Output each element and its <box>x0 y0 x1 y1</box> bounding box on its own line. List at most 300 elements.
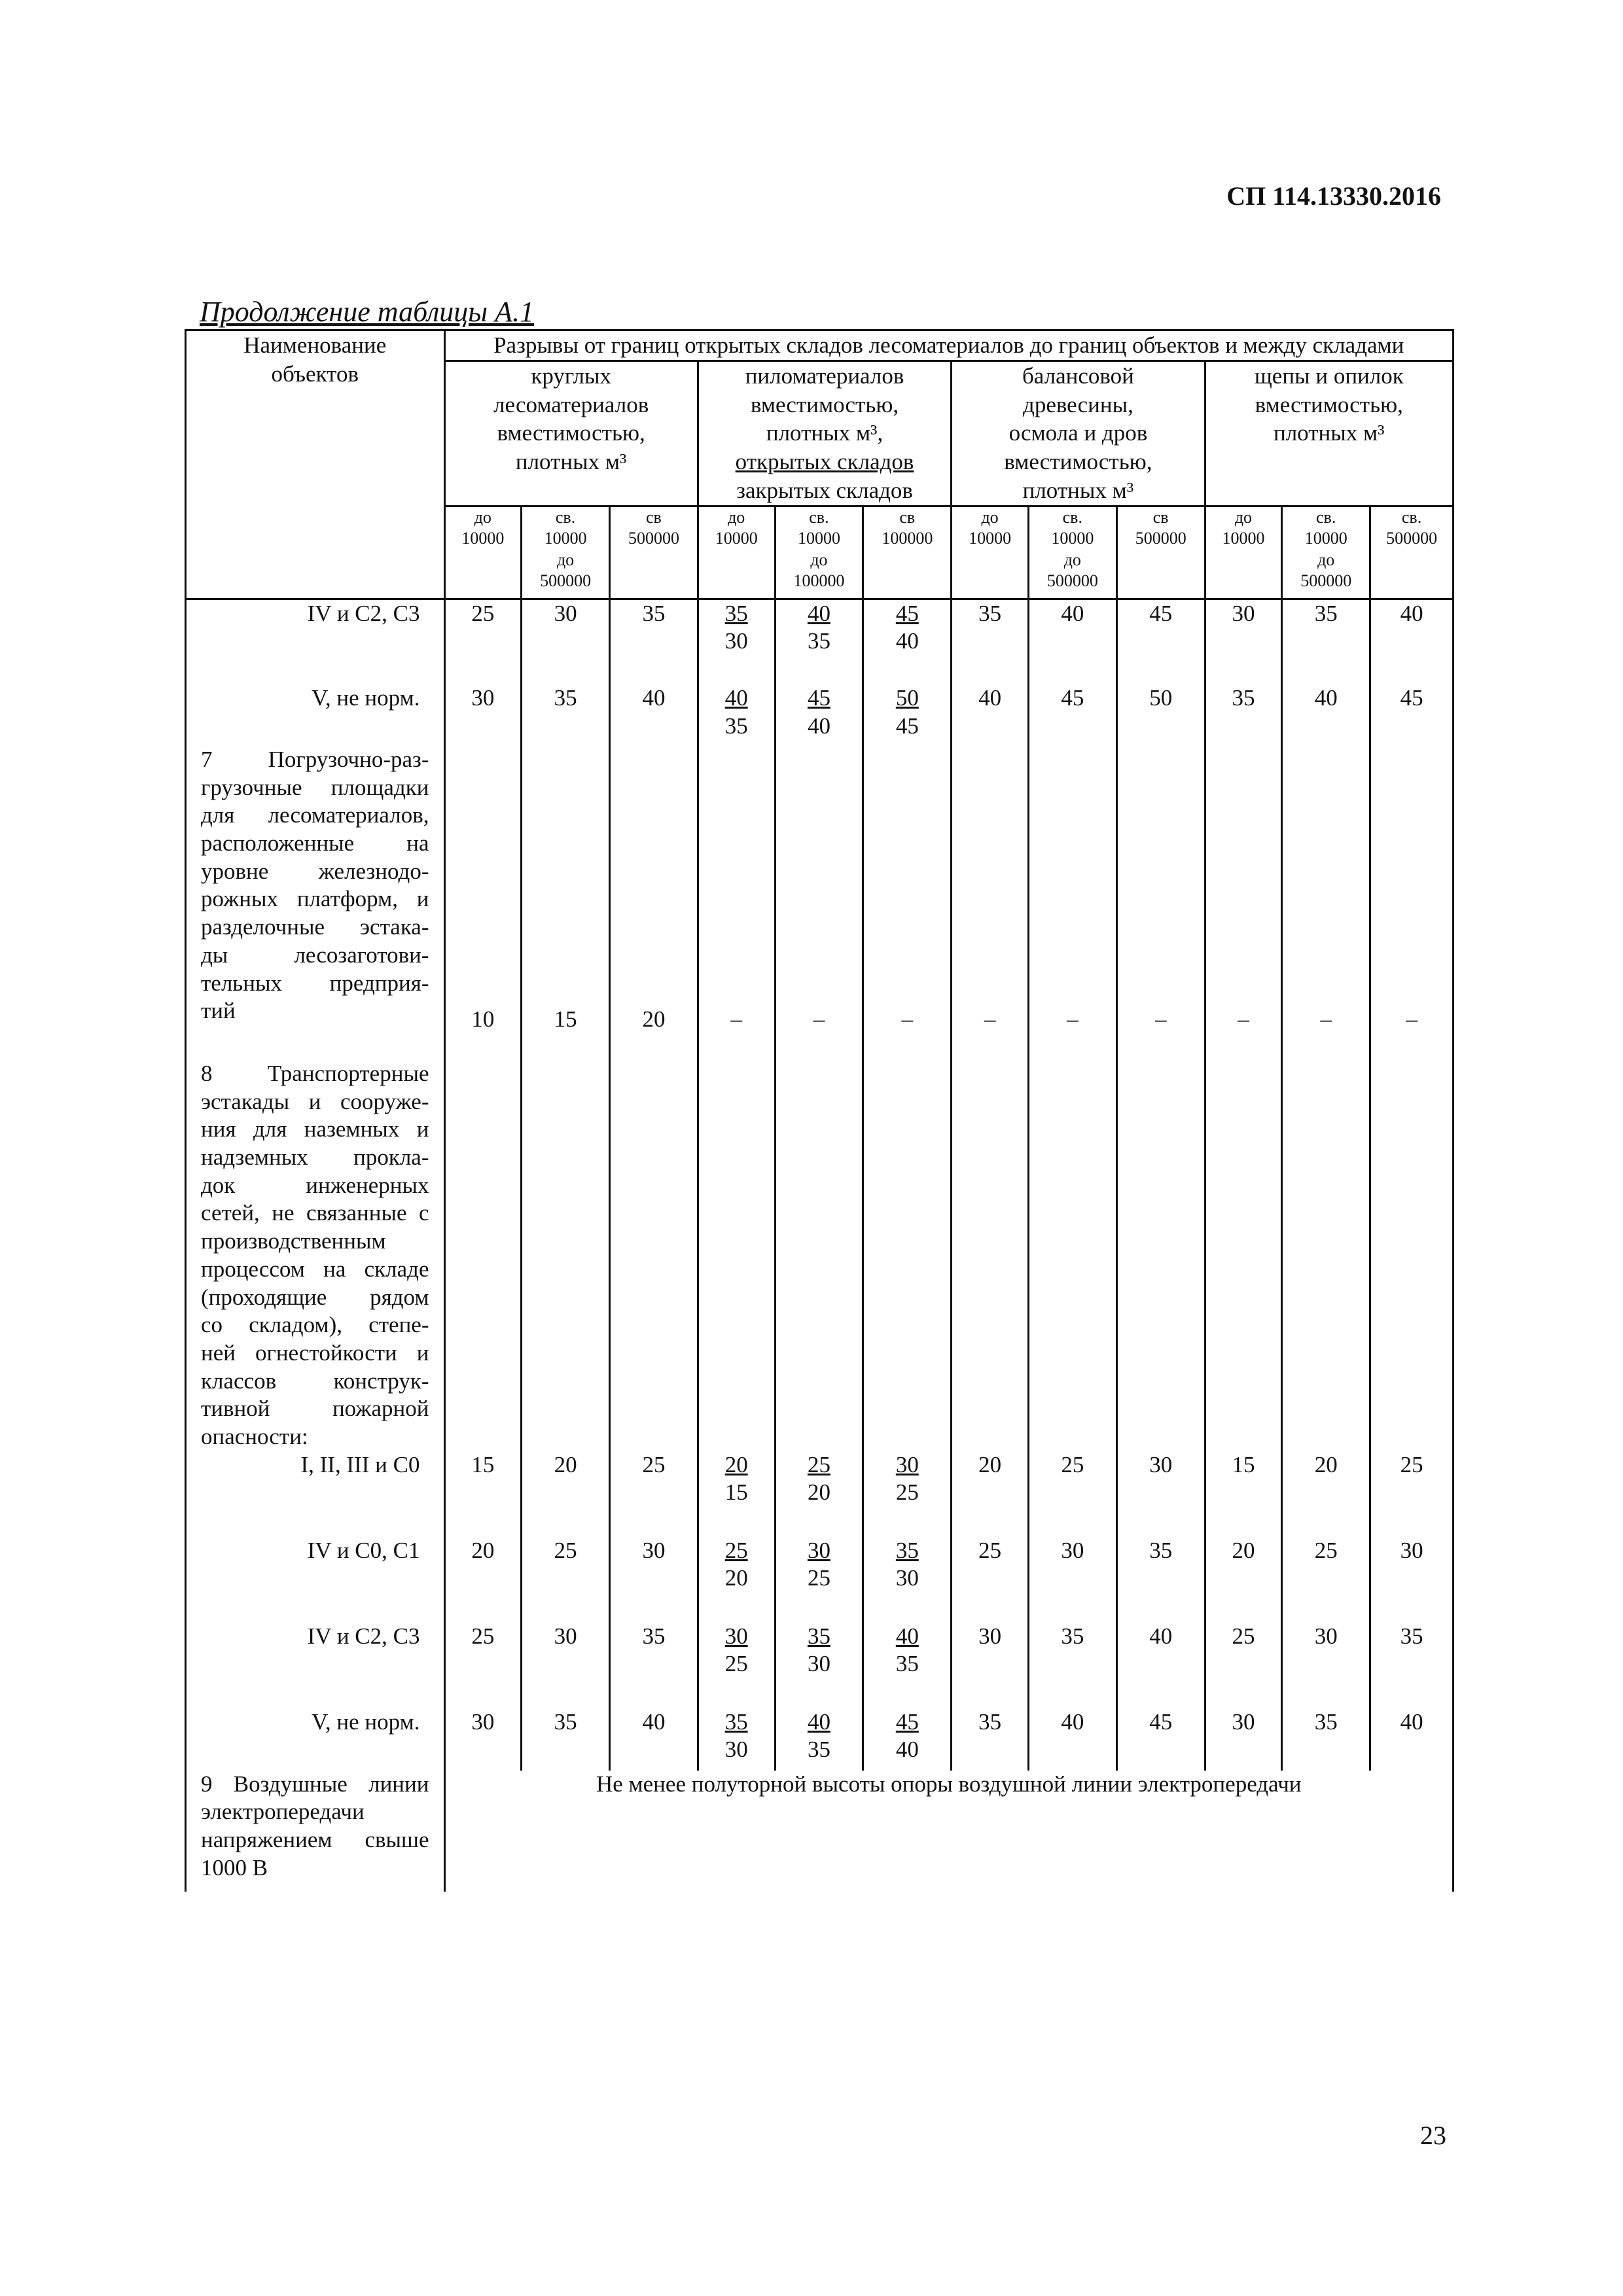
value-cell <box>444 1451 522 1537</box>
value-cell <box>863 1060 952 1451</box>
row-name: IV и С2, С3 <box>186 1623 445 1708</box>
table-caption: Продолжение таблицы А.1 <box>200 296 534 328</box>
capacity-subheader-line: св <box>1152 507 1169 527</box>
value-cell <box>1205 746 1282 1060</box>
value-cell <box>1370 1451 1454 1537</box>
closed-storage-value: 35 <box>724 713 748 739</box>
category-header-line: плотных м³ <box>1022 477 1134 503</box>
value-cell <box>444 599 522 684</box>
value-cell <box>775 1060 863 1451</box>
capacity-subheader-line: до <box>474 507 491 527</box>
distance-table <box>185 329 1454 1892</box>
value-cell <box>444 684 522 746</box>
capacity-subheader-line: 10000 <box>797 529 840 548</box>
value-cell <box>444 1537 522 1623</box>
capacity-subheader <box>698 506 775 599</box>
value-cell <box>863 1623 952 1708</box>
category-header-line: осмола и дров <box>1008 420 1148 446</box>
capacity-subheader-line: 10000 <box>461 529 505 548</box>
cell-value: 25 <box>1061 1451 1084 1477</box>
closed-storage-value: 30 <box>724 628 748 654</box>
value-cell <box>1282 1623 1370 1708</box>
capacity-subheader-line: св. <box>1062 507 1082 527</box>
category-header <box>952 361 1205 506</box>
value-cell <box>1282 684 1370 746</box>
category-header-line: вместимостью, <box>1004 449 1152 474</box>
value-cell <box>1205 684 1282 746</box>
capacity-subheader-line: до <box>1234 507 1253 527</box>
capacity-subheader-line: св <box>646 507 662 527</box>
value-cell <box>698 746 775 1060</box>
value-cell <box>863 599 952 684</box>
value-cell <box>698 684 775 746</box>
category-header-line: плотных м³ <box>515 449 627 474</box>
row-description-line: грузочные площадки <box>201 774 429 800</box>
open-storage-value: 40 <box>807 1708 830 1735</box>
value-cell <box>863 1451 952 1537</box>
capacity-subheader-line: 10000 <box>1304 529 1347 548</box>
capacity-subheader-line: 10000 <box>1222 529 1265 548</box>
capacity-subheader-line: до <box>810 550 828 569</box>
value-cell <box>1028 599 1116 684</box>
cell-value: 25 <box>1232 1623 1255 1649</box>
capacity-subheader <box>1282 506 1370 599</box>
closed-storage-value: 25 <box>807 1565 830 1591</box>
open-storage-value: 35 <box>724 600 748 626</box>
cell-value: 45 <box>1400 685 1423 711</box>
value-cell <box>863 1537 952 1623</box>
cell-value: 30 <box>978 1623 1002 1649</box>
row-description-line: тий <box>201 998 236 1024</box>
row-description-line: 8 Транспортерные <box>201 1061 429 1086</box>
row-description-line: 7 Погрузочно-раз- <box>201 747 429 772</box>
value-cell <box>775 746 863 1060</box>
row-description-line: рожных платформ, и <box>201 886 429 912</box>
row-description-line: для лесоматериалов, <box>201 802 429 828</box>
category-header-line: открытых складов <box>735 449 914 474</box>
cell-value: 25 <box>1314 1537 1338 1563</box>
value-cell <box>1028 1537 1116 1623</box>
open-storage-value: 30 <box>807 1537 830 1563</box>
cell-value: 30 <box>1061 1537 1084 1563</box>
open-storage-value: 25 <box>807 1451 830 1477</box>
value-cell <box>444 1623 522 1708</box>
cell-value: 40 <box>1314 685 1338 711</box>
value-cell <box>775 1451 863 1537</box>
cell-value: 30 <box>1232 1708 1255 1735</box>
cell-value: 40 <box>1149 1623 1173 1649</box>
row-description-line: опасности: <box>201 1423 308 1449</box>
open-storage-value: 50 <box>895 685 919 711</box>
value-cell <box>1116 1451 1205 1537</box>
open-storage-value: 35 <box>895 1537 919 1563</box>
open-storage-value: 40 <box>807 600 830 626</box>
value-cell <box>610 599 698 684</box>
cell-value: 25 <box>978 1537 1002 1563</box>
open-storage-value: 45 <box>895 600 919 626</box>
row-description-line: уровне железнодо- <box>201 858 429 884</box>
value-cell <box>522 1451 610 1537</box>
cell-value: 30 <box>554 600 577 626</box>
value-cell <box>522 746 610 1060</box>
cell-value: 40 <box>642 1708 666 1735</box>
capacity-subheader-line: до <box>728 507 745 527</box>
cell-value: 30 <box>554 1623 577 1649</box>
value-cell <box>610 1451 698 1537</box>
cell-value: 35 <box>1314 1708 1338 1735</box>
value-cell <box>952 599 1029 684</box>
closed-storage-value: 40 <box>895 628 919 654</box>
cell-value: 10 <box>471 1006 495 1033</box>
open-storage-value: 35 <box>724 1708 748 1735</box>
cell-value: – <box>1406 1006 1418 1033</box>
cell-value: 40 <box>642 685 666 711</box>
value-cell <box>1116 684 1205 746</box>
cell-value: 20 <box>554 1451 577 1477</box>
cell-value: – <box>1154 1006 1167 1033</box>
cell-value: 45 <box>1149 600 1173 626</box>
cell-value: 30 <box>1232 600 1255 626</box>
row-description-line: ней огнестойкости и <box>201 1339 429 1366</box>
closed-storage-value: 15 <box>724 1479 748 1506</box>
cell-value: 15 <box>471 1451 495 1477</box>
capacity-subheader-line: 10000 <box>1051 529 1094 548</box>
value-cell <box>1116 599 1205 684</box>
capacity-subheader <box>775 506 863 599</box>
cell-value: 40 <box>1061 600 1084 626</box>
open-storage-value: 45 <box>895 1708 919 1735</box>
value-cell <box>444 1708 522 1771</box>
value-cell <box>775 1623 863 1708</box>
capacity-subheader <box>863 506 952 599</box>
value-cell <box>863 1708 952 1771</box>
category-header-line: балансовой <box>1022 362 1134 389</box>
value-cell <box>610 1537 698 1623</box>
value-cell <box>1370 1537 1454 1623</box>
value-cell <box>1282 1537 1370 1623</box>
cell-value: 40 <box>1061 1708 1084 1735</box>
value-cell <box>698 1537 775 1623</box>
capacity-subheader <box>444 506 522 599</box>
row-description-line: надземных прокла- <box>201 1144 429 1171</box>
value-cell <box>1205 1060 1282 1451</box>
category-header <box>698 361 951 506</box>
closed-storage-value: 30 <box>807 1651 830 1677</box>
row-description-line: процессом на складе <box>201 1256 429 1282</box>
value-cell <box>610 1623 698 1708</box>
cell-value: 45 <box>1061 685 1084 711</box>
table-row <box>186 684 1454 746</box>
open-storage-value: 45 <box>807 685 830 711</box>
value-cell <box>522 1623 610 1708</box>
value-cell <box>1205 1623 1282 1708</box>
row-description-line: разделочные эстака- <box>201 914 429 940</box>
capacity-subheader-line: 500000 <box>1135 529 1186 548</box>
value-cell <box>610 1708 698 1771</box>
capacity-subheader-line: до <box>1317 550 1335 569</box>
capacity-subheader-line: 10000 <box>969 529 1012 548</box>
row-description-line: 9 Воздушные линии <box>201 1771 429 1797</box>
closed-storage-value: 35 <box>895 1651 919 1677</box>
closed-storage-value: 20 <box>724 1565 748 1591</box>
category-header-line: закрытых складов <box>736 477 913 503</box>
row-description-line: док инженерных <box>201 1172 429 1198</box>
cell-value: 30 <box>1400 1537 1423 1563</box>
value-cell <box>863 746 952 1060</box>
row-description-line: классов конструк- <box>201 1368 429 1394</box>
value-cell <box>1370 684 1454 746</box>
open-storage-value: 30 <box>895 1451 919 1477</box>
capacity-subheader-line: до <box>1063 550 1081 569</box>
value-cell <box>1028 1060 1116 1451</box>
value-cell <box>1116 1708 1205 1771</box>
cell-value: 30 <box>1149 1451 1173 1477</box>
value-cell <box>522 599 610 684</box>
row-description-line: тивной пожарной <box>201 1396 429 1422</box>
open-storage-value: 40 <box>895 1623 919 1649</box>
group-title: Разрывы от границ открытых складов лесоматериалов до границ объектов и между складами <box>444 330 1454 361</box>
value-cell <box>698 1708 775 1771</box>
page-number: 23 <box>1420 2121 1446 2150</box>
value-cell <box>775 684 863 746</box>
value-cell <box>1028 746 1116 1060</box>
capacity-subheader-line: 500000 <box>628 529 679 548</box>
value-cell <box>1116 1537 1205 1623</box>
open-storage-value: 40 <box>724 685 748 711</box>
cell-value: 20 <box>471 1537 495 1563</box>
row-description-line: производственным <box>201 1228 386 1254</box>
capacity-subheader <box>1028 506 1116 599</box>
capacity-subheader-line: св. <box>809 507 829 527</box>
value-cell <box>863 684 952 746</box>
cell-value: 25 <box>642 1451 666 1477</box>
row-description-line: электропередачи <box>201 1799 365 1825</box>
table-row <box>186 1451 1454 1537</box>
cell-value: 30 <box>471 685 495 711</box>
table-row <box>186 1060 1454 1451</box>
capacity-subheader <box>522 506 610 599</box>
document-code: СП 114.13330.2016 <box>1226 181 1441 211</box>
row-description-line: расположенные на <box>201 830 429 857</box>
value-cell <box>444 1060 522 1451</box>
value-cell <box>1205 599 1282 684</box>
capacity-subheader-line: 100000 <box>793 571 845 590</box>
open-storage-value: 35 <box>807 1623 830 1649</box>
capacity-subheader <box>1205 506 1282 599</box>
cell-value: 40 <box>978 685 1002 711</box>
capacity-subheader-line: 10000 <box>544 529 587 548</box>
value-cell <box>952 1451 1029 1537</box>
cell-value: 35 <box>1149 1537 1173 1563</box>
closed-storage-value: 25 <box>895 1479 919 1506</box>
cell-value: 40 <box>1400 600 1423 626</box>
row-name: V, не норм. <box>186 1708 445 1771</box>
table-row <box>186 1708 1454 1771</box>
cell-value: 30 <box>1314 1623 1338 1649</box>
row-name: V, не норм. <box>186 684 445 746</box>
category-header-line: плотных м³ <box>1273 420 1385 446</box>
value-cell <box>522 1708 610 1771</box>
table-row <box>186 746 1454 1060</box>
row-name: IV и С2, С3 <box>186 599 445 684</box>
value-cell <box>610 684 698 746</box>
capacity-subheader <box>1116 506 1205 599</box>
open-storage-value: 30 <box>724 1623 748 1649</box>
row-description-line: эстакады и сооруже- <box>201 1088 429 1114</box>
cell-value: – <box>813 1006 825 1033</box>
value-cell <box>1282 1708 1370 1771</box>
open-storage-value: 20 <box>724 1451 748 1477</box>
capacity-subheader-line: св. <box>1401 507 1422 527</box>
value-cell <box>444 746 522 1060</box>
table-row <box>186 1537 1454 1623</box>
value-cell <box>610 1060 698 1451</box>
category-header-line: вместимостью, <box>750 391 899 417</box>
value-cell <box>775 1708 863 1771</box>
category-header-line: щепы и опилок <box>1254 362 1404 389</box>
value-cell <box>952 746 1029 1060</box>
value-cell <box>952 1537 1029 1623</box>
category-header-line: вместимостью, <box>497 420 645 446</box>
row-description-line: ды лесозаготови- <box>201 942 429 968</box>
table-row <box>186 1771 1454 1892</box>
capacity-subheader-line: св <box>899 507 916 527</box>
value-cell <box>1370 1623 1454 1708</box>
closed-storage-value: 25 <box>724 1651 748 1677</box>
row-description <box>186 1771 445 1892</box>
value-cell <box>775 1537 863 1623</box>
category-header <box>1205 361 1453 506</box>
capacity-subheader-line: 10000 <box>715 529 758 548</box>
cell-value: 35 <box>554 685 577 711</box>
row-description-line: (проходящие рядом <box>201 1284 429 1310</box>
category-header <box>444 361 698 506</box>
value-cell <box>1370 746 1454 1060</box>
closed-storage-value: 20 <box>807 1479 830 1506</box>
cell-value: 25 <box>471 1623 495 1649</box>
value-cell <box>1282 746 1370 1060</box>
value-cell <box>1205 1537 1282 1623</box>
closed-storage-value: 35 <box>807 628 830 654</box>
value-cell <box>522 1060 610 1451</box>
row-description-line: со складом), степе- <box>201 1312 429 1338</box>
capacity-subheader <box>610 506 698 599</box>
value-cell <box>1116 1060 1205 1451</box>
row-description-line: ния для наземных и <box>201 1116 429 1142</box>
cell-value: 50 <box>1149 685 1173 711</box>
value-cell <box>698 1060 775 1451</box>
merged-note: Не менее полуторной высоты опоры воздушной линии электропередачи <box>444 1771 1454 1892</box>
value-cell <box>610 746 698 1060</box>
cell-value: 35 <box>1232 685 1255 711</box>
cell-value: – <box>1320 1006 1332 1033</box>
closed-storage-value: 40 <box>807 713 830 739</box>
capacity-subheader-line: 500000 <box>1300 571 1352 590</box>
cell-value: 20 <box>642 1006 666 1033</box>
category-header-line: древесины, <box>1023 391 1133 417</box>
cell-value: 20 <box>1314 1451 1338 1477</box>
row-description-line: напряжением свыше <box>201 1827 429 1852</box>
value-cell <box>1370 1708 1454 1771</box>
value-cell <box>775 599 863 684</box>
category-header-line: лесоматериалов <box>493 391 649 417</box>
value-cell <box>952 1708 1029 1771</box>
row-name: I, II, III и С0 <box>186 1451 445 1537</box>
row-description-line: сетей, не связанные с <box>201 1200 429 1226</box>
value-cell <box>952 1623 1029 1708</box>
cell-value: 45 <box>1149 1708 1173 1735</box>
cell-value: 30 <box>642 1537 666 1563</box>
value-cell <box>1370 599 1454 684</box>
cell-value: 35 <box>978 1708 1002 1735</box>
open-storage-value: 25 <box>724 1537 748 1563</box>
category-header-line: вместимостью, <box>1255 391 1403 417</box>
capacity-subheader-line: св. <box>1316 507 1336 527</box>
capacity-subheader-line: 100000 <box>882 529 933 548</box>
row-description-line: тельных предприя- <box>201 970 429 996</box>
value-cell <box>1205 1708 1282 1771</box>
cell-value: 15 <box>1232 1451 1255 1477</box>
value-cell <box>1028 1623 1116 1708</box>
cell-value: 20 <box>978 1451 1002 1477</box>
value-cell <box>522 1537 610 1623</box>
row-description-line: 1000 В <box>201 1854 268 1881</box>
closed-storage-value: 45 <box>895 713 919 739</box>
cell-value: 15 <box>554 1006 577 1033</box>
table-row <box>186 599 1454 684</box>
cell-value: 20 <box>1232 1537 1255 1563</box>
row-description <box>186 746 445 1060</box>
value-cell <box>1205 1451 1282 1537</box>
cell-value: 35 <box>554 1708 577 1735</box>
value-cell <box>952 1060 1029 1451</box>
table-row <box>186 1623 1454 1708</box>
capacity-subheader-line: св. <box>555 507 576 527</box>
value-cell <box>1028 1451 1116 1537</box>
value-cell <box>698 599 775 684</box>
capacity-subheader <box>1370 506 1454 599</box>
cell-value: 35 <box>1400 1623 1423 1649</box>
row-name: IV и С0, С1 <box>186 1537 445 1623</box>
cell-value: 25 <box>554 1537 577 1563</box>
value-cell <box>1282 599 1370 684</box>
value-cell <box>1282 1060 1370 1451</box>
cell-value: – <box>730 1006 742 1033</box>
value-cell <box>1116 746 1205 1060</box>
category-header-line: плотных м³, <box>766 420 883 446</box>
row-description <box>186 1060 445 1451</box>
closed-storage-value: 35 <box>807 1737 830 1763</box>
cell-value: – <box>901 1006 914 1033</box>
capacity-subheader <box>952 506 1029 599</box>
value-cell <box>1028 1708 1116 1771</box>
cell-value: 30 <box>471 1708 495 1735</box>
category-header-line: круглых <box>531 362 611 389</box>
cell-value: 25 <box>471 600 495 626</box>
value-cell <box>1028 684 1116 746</box>
cell-value: 35 <box>1061 1623 1084 1649</box>
cell-value: 35 <box>642 600 666 626</box>
cell-value: – <box>1238 1006 1249 1033</box>
capacity-subheader-line: до <box>556 550 575 569</box>
value-cell <box>698 1623 775 1708</box>
value-cell <box>1116 1623 1205 1708</box>
value-cell <box>522 684 610 746</box>
cell-value: – <box>1067 1006 1079 1033</box>
value-cell <box>698 1451 775 1537</box>
closed-storage-value: 40 <box>895 1737 919 1763</box>
closed-storage-value: 30 <box>724 1737 748 1763</box>
